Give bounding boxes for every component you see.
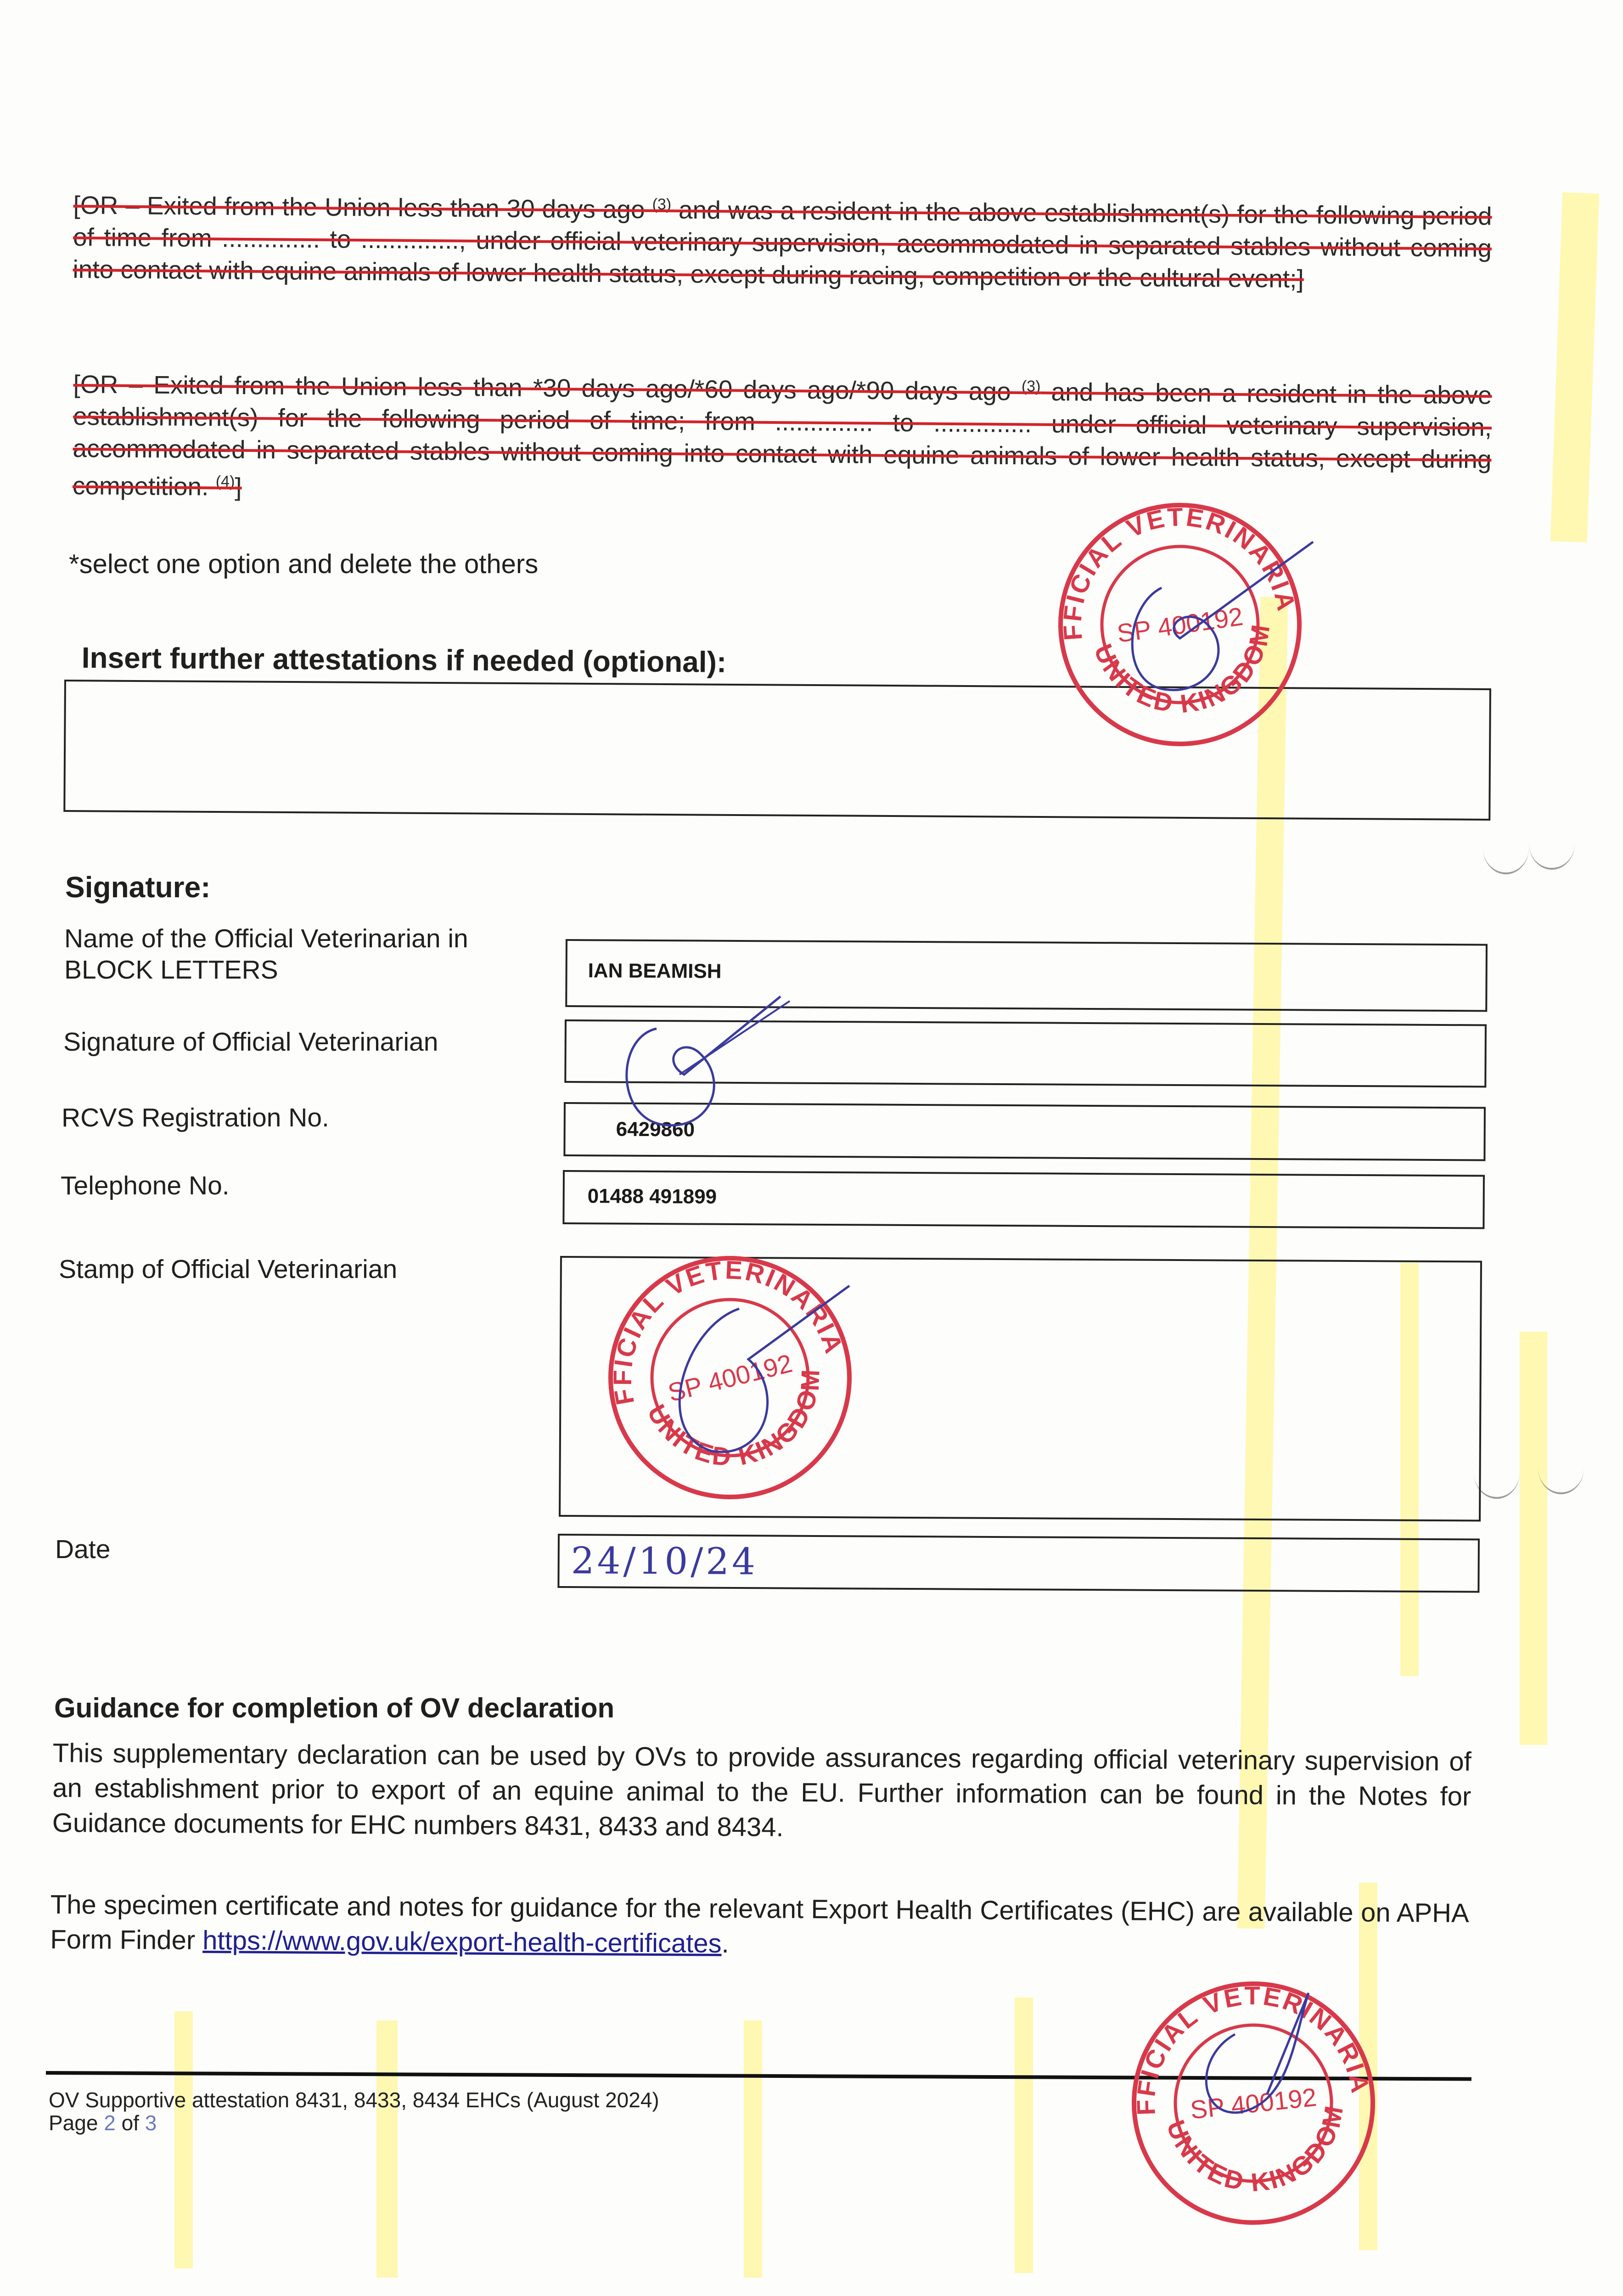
footnote-ref: (3) bbox=[652, 195, 672, 214]
signature-label: Signature of Official Veterinarian bbox=[63, 1027, 438, 1057]
highlighter-streak bbox=[1520, 1332, 1547, 1745]
punch-hole bbox=[1538, 1442, 1584, 1494]
page-total: 3 bbox=[145, 2111, 157, 2135]
stamp-number: SP 400192 bbox=[665, 1348, 795, 1407]
page-of: of bbox=[115, 2111, 145, 2135]
highlighter-streak bbox=[1015, 1998, 1033, 2273]
rcvs-value: 6429860 bbox=[616, 1118, 695, 1141]
further-attestations-heading: Insert further attestations if needed (optional): bbox=[81, 641, 727, 679]
official-veterinarian-stamp bbox=[1116, 1965, 1391, 2241]
stamp-top-text: OFFICIAL VETERINARIAN bbox=[607, 1255, 849, 1407]
ov-name-value: IAN BEAMISH bbox=[588, 959, 722, 983]
highlighter-streak bbox=[1550, 192, 1599, 542]
select-note: *select one option and delete the others bbox=[69, 549, 539, 579]
guidance-paragraph-2 bbox=[50, 1887, 1469, 1966]
official-veterinarian-stamp bbox=[1042, 487, 1318, 762]
ov-name-label: Name of the Official Veterinarian in BLOCK LETTERS bbox=[64, 924, 468, 985]
page-word: Page bbox=[49, 2111, 104, 2135]
punch-hole bbox=[1483, 822, 1529, 874]
guidance-heading: Guidance for completion of OV declaration bbox=[54, 1693, 615, 1723]
guidance-text: . bbox=[721, 1928, 729, 1959]
footer-title: OV Supportive attestation 8431, 8433, 8434 EHCs (August 2024) bbox=[49, 2088, 659, 2112]
highlighter-streak bbox=[376, 2020, 398, 2278]
punch-hole bbox=[1529, 817, 1575, 870]
guidance-paragraph-1: This supplementary declaration can be used by OVs to provide assurances regarding official veterinary supervision of an establishment prior to export of an equine animal to the EU. Further information can be found in the Notes for Guidance documents for EHC numbers 8431, 8433 and 8434. bbox=[52, 1738, 1471, 1842]
stamp-label: Stamp of Official Veterinarian bbox=[59, 1255, 398, 1284]
export-health-certificates-link[interactable]: https://www.gov.uk/export-health-certificates bbox=[202, 1925, 722, 1958]
stamp-top-text: OFFICIAL VETERINARIAN bbox=[1131, 1981, 1376, 2116]
stamp-bottom-text: UNITED KINGDOM bbox=[642, 1367, 825, 1472]
struck-option-paragraph-1 bbox=[73, 184, 1492, 297]
stamp-number: SP 400192 bbox=[1189, 2082, 1318, 2125]
page-current: 2 bbox=[104, 2111, 116, 2135]
ov-signature bbox=[597, 987, 803, 1134]
highlighter-streak bbox=[744, 2020, 762, 2278]
telephone-field[interactable] bbox=[562, 1170, 1485, 1229]
signature-heading: Signature: bbox=[65, 871, 211, 904]
page-number bbox=[49, 2110, 157, 2136]
option-text: and has been a resident in the above establishment(s) for the following period of time; from .............. to .............. under official veterinary supervision, accommodated in separated stables without coming into contact with equine animals of lower health status, except during competition. bbox=[72, 377, 1492, 501]
option-text: [OR – Exited from the Union less than *30 days ago/*60 days ago/*90 days ago bbox=[73, 370, 1022, 406]
official-veterinarian-stamp bbox=[592, 1240, 868, 1515]
rcvs-label: RCVS Registration No. bbox=[62, 1103, 329, 1132]
stamp-bottom-text: UNITED KINGDOM bbox=[1088, 621, 1275, 719]
option-text: [OR – Exited from the Union less than 30 days ago bbox=[73, 191, 652, 224]
date-label: Date bbox=[55, 1535, 111, 1564]
date-value: 24/10/24 bbox=[571, 1539, 758, 1583]
option-text: ] bbox=[235, 473, 242, 501]
highlighter-streak bbox=[174, 2011, 193, 2268]
option-text: and was a resident in the above establishment(s) for the following period of time from .............. to .............., under official veterinary supervision, accommodated in separated stables without coming into contact with equine animals of lower health status, except during racing, competition or the cultural event;] bbox=[73, 195, 1492, 293]
stamp-number: SP 400192 bbox=[1115, 602, 1245, 648]
date-field[interactable] bbox=[557, 1534, 1480, 1593]
guidance-text: The specimen certificate and notes for guidance for the relevant Export Health Certificates (EHC) are available on APHA Form Finder bbox=[50, 1890, 1469, 1956]
footnote-ref: (4) bbox=[215, 473, 235, 491]
stamp-top-text: OFFICIAL VETERINARIAN bbox=[1057, 502, 1302, 642]
footnote-ref: (3) bbox=[1021, 377, 1041, 395]
telephone-value: 01488 491899 bbox=[587, 1185, 717, 1208]
telephone-label: Telephone No. bbox=[61, 1171, 230, 1200]
stamp-bottom-text: UNITED KINGDOM bbox=[1161, 2102, 1349, 2197]
